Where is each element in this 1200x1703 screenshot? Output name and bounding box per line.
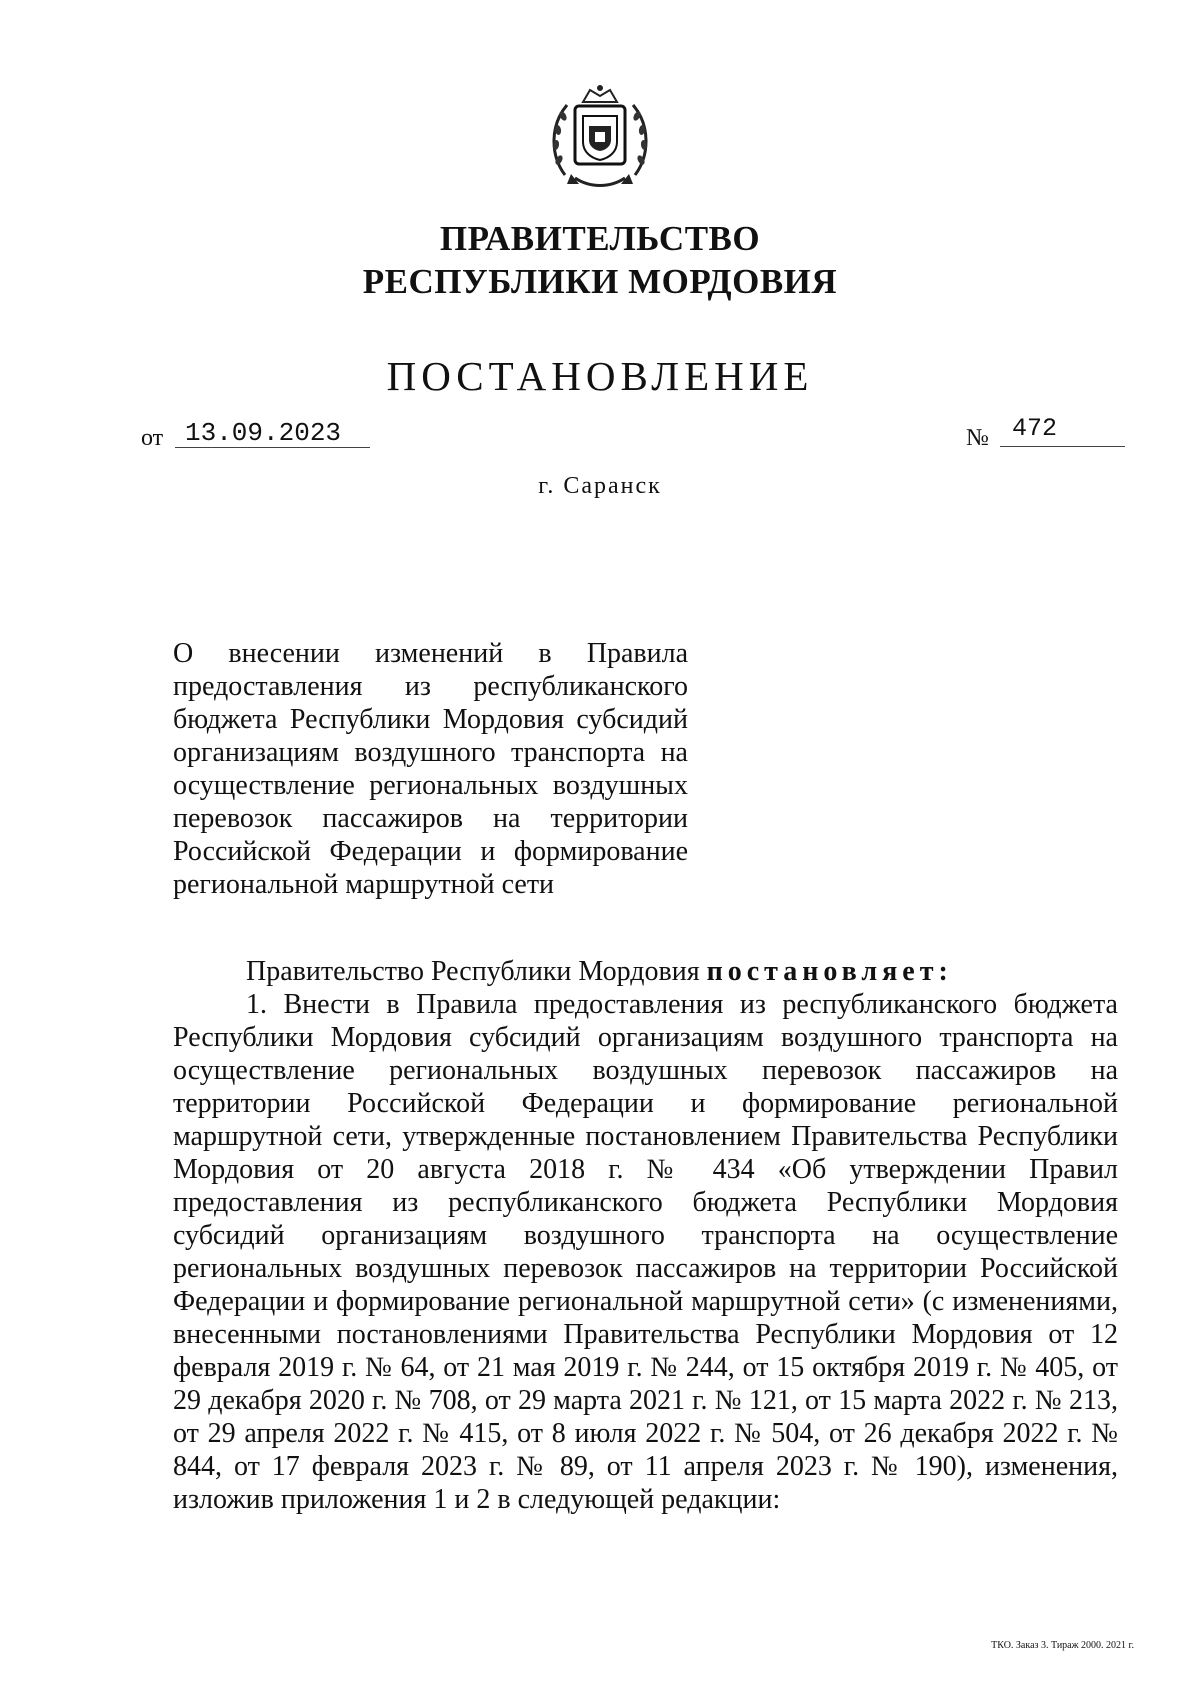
document-type-title: ПОСТАНОВЛЕНИЕ	[386, 353, 814, 399]
number-field	[1000, 408, 1125, 447]
document-date: 13.09.2023	[185, 418, 342, 448]
number-prefix: №	[966, 425, 989, 451]
coat-of-arms-icon	[545, 80, 655, 200]
date-prefix: от	[141, 425, 164, 451]
print-note: ТКО. Заказ 3. Тираж 2000. 2021 г.	[991, 1640, 1134, 1651]
document-subject: О внесении изменений в Правила предоставления из республиканского бюджета Республики Мордовия субсидий организациям воздушного транспорта на осуществление региональных воздушных перевозок пассажиров на территории Российской Федерации и формирование региональной маршрутной сети	[173, 638, 688, 900]
intro-text: Правительство Республики Мордовия	[246, 956, 707, 987]
intro-paragraph	[173, 955, 1118, 988]
document-body	[173, 955, 1118, 1516]
org-title-line2: РЕСПУБЛИКИ МОРДОВИЯ	[362, 262, 838, 301]
intro-keyword: постановляет:	[706, 956, 953, 987]
item-1-paragraph: 1. Внести в Правила предоставления из республиканского бюджета Республики Мордовия субсидий организациям воздушного транспорта на осуществление региональных воздушных перевозок пассажиров на территории Российской Федерации и формирование региональной маршрутной сети, утвержденные постановлением Правительства Республики Мордовия от 20 августа 2018 г. № 434 «Об утверждении Правил предоставления из республиканского бюджета Республики Мордовия субсидий организациям воздушного транспорта на осуществление региональных воздушных перевозок пассажиров на территории Российской Федерации и формирование региональной маршрутной сети» (с изменениями, внесенными постановлениями Правительства Республики Мордовия от 12 февраля 2019 г. № 64, от 21 мая 2019 г. № 244, от 15 октября 2019 г. № 405, от 29 декабря 2020 г. № 708, от 29 марта 2021 г. № 121, от 15 марта 2022 г. № 213, от 29 апреля 2022 г. № 415, от 8 июля 2022 г. № 504, от 26 декабря 2022 г. № 844, от 17 февраля 2023 г. № 89, от 11 апреля 2023 г. № 190), изменения, изложив приложения 1 и 2 в следующей редакции:	[173, 989, 1118, 1515]
document-number: 472	[1012, 414, 1058, 443]
org-title-line1: ПРАВИТЕЛЬСТВО	[439, 219, 761, 258]
date-field	[175, 409, 370, 448]
city-label: г. Саранск	[538, 473, 662, 499]
